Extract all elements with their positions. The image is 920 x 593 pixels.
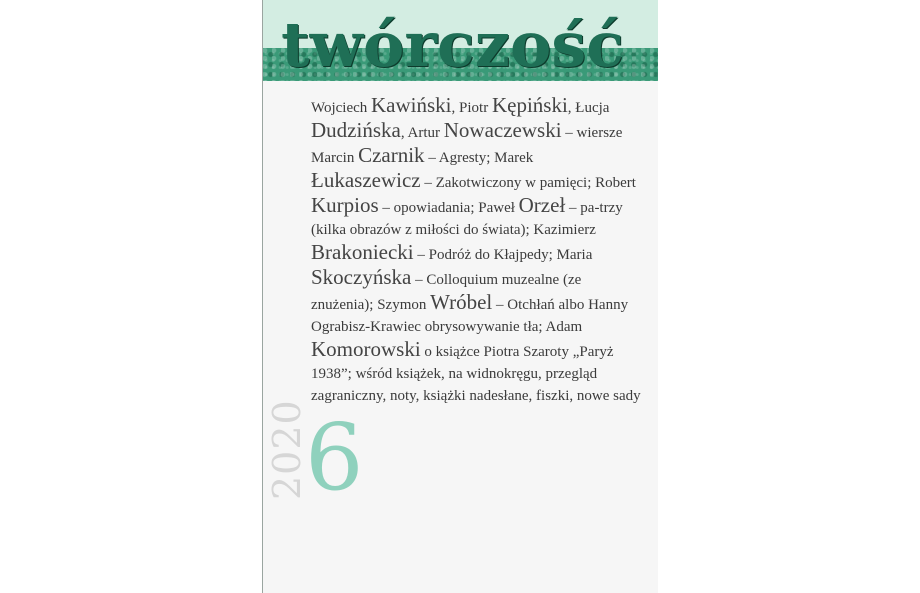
author-surname: Brakoniecki — [311, 240, 414, 264]
contents-text: , Piotr — [451, 100, 492, 116]
author-surname: Wróbel — [430, 290, 493, 314]
magazine-cover — [262, 0, 658, 593]
author-surname: Łukaszewicz — [311, 168, 421, 192]
contents-text: , Artur — [400, 125, 444, 141]
author-surname: Nowaczewski — [443, 118, 562, 142]
contents-text: – Agresty; Marek — [424, 150, 534, 166]
author-surname: Orzeł — [518, 193, 566, 217]
author-surname: Czarnik — [358, 143, 425, 167]
contents-text: – wiersze Marcin — [311, 125, 623, 166]
contents-text: – Otchłań albo Hanny Ograbisz-Krawiec obrysowywanie tła; Adam — [311, 297, 629, 335]
masthead-title: twórczość — [281, 8, 624, 81]
issue-number: 6 — [305, 404, 364, 511]
contents-text: Wojciech — [311, 100, 372, 116]
contents-text: – pa-trzy (kilka obrazów z miłości do świata); Kazimierz — [311, 200, 623, 238]
contents-text: – Podróż do Kłajpedy; Maria — [413, 247, 593, 263]
contents-text: – Colloquium muzealne (ze znużenia); Szymon — [311, 272, 582, 313]
contents-text: , Łucja — [567, 100, 610, 116]
author-surname: Kępiński — [491, 93, 568, 117]
author-surname: Skoczyńska — [311, 265, 412, 289]
table-of-contents — [311, 94, 641, 407]
author-surname: Komorowski — [311, 337, 421, 361]
author-surname: Dudzińska — [311, 118, 401, 142]
issue-year: 2020 — [265, 399, 309, 500]
contents-text: o książce Piotra Szaroty „Paryż 1938”; wśród książek, na widnokręgu, przegląd zagraniczny, noty, książki nadesłane, fiszki, nowe sady — [311, 344, 641, 404]
contents-text: – Zakotwiczony w pamięci; Robert — [420, 175, 636, 191]
contents-text: – opowiadania; Paweł — [378, 200, 519, 216]
author-surname: Kawiński — [371, 93, 452, 117]
author-surname: Kurpios — [311, 193, 379, 217]
